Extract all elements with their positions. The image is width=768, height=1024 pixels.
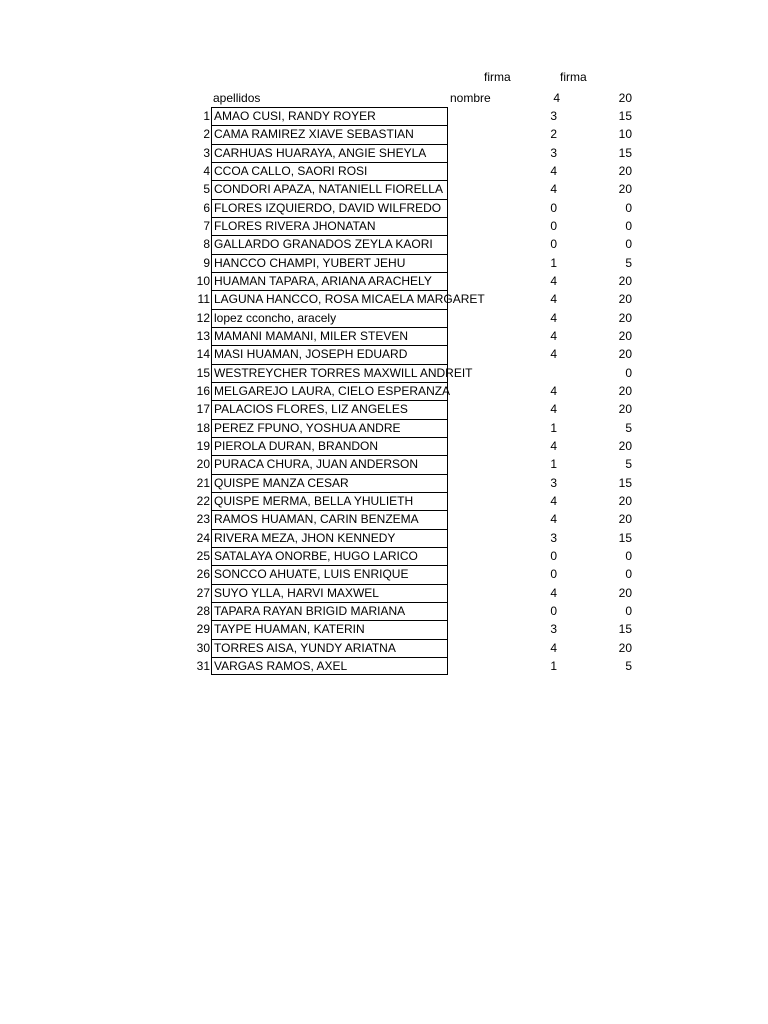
row-number: 16 — [196, 383, 210, 398]
score-value: 20 — [618, 273, 632, 288]
student-name: CAMA RAMIREZ XIAVE SEBASTIAN — [211, 125, 448, 143]
table-row — [0, 217, 768, 235]
score-value: 5 — [625, 420, 632, 435]
firma-value: 1 — [550, 457, 557, 472]
row-number: 1 — [203, 109, 210, 123]
score-value: 20 — [618, 512, 632, 527]
row-number: 11 — [197, 292, 210, 307]
student-name: PURACA CHURA, JUAN ANDERSON — [211, 455, 448, 473]
firma-value: 4 — [550, 328, 557, 343]
score-value: 15 — [618, 109, 632, 123]
student-name: HUAMAN TAPARA, ARIANA ARACHELY — [211, 272, 448, 290]
header-nombre: nombre — [450, 91, 491, 105]
row-number: 8 — [203, 237, 210, 252]
table-row — [0, 327, 768, 345]
firma-value: 1 — [550, 658, 557, 673]
row-number: 13 — [196, 328, 210, 343]
table-row — [0, 382, 768, 400]
header-max-score: 20 — [618, 91, 632, 105]
row-number: 31 — [196, 658, 210, 673]
firma-value: 3 — [550, 145, 557, 160]
firma-value: 4 — [550, 182, 557, 197]
firma-value: 1 — [550, 255, 557, 270]
score-value: 15 — [618, 622, 632, 637]
student-name: QUISPE MANZA CESAR — [211, 474, 448, 492]
row-number: 6 — [203, 200, 210, 215]
firma-value: 4 — [550, 310, 557, 325]
student-name: MASI HUAMAN, JOSEPH EDUARD — [211, 345, 448, 363]
firma-value: 4 — [550, 512, 557, 527]
table-row — [0, 584, 768, 602]
row-number: 7 — [203, 218, 210, 233]
table-row — [0, 254, 768, 272]
table-row — [0, 620, 768, 638]
student-name: PEREZ FPUNO, YOSHUA ANDRE — [211, 419, 448, 437]
firma-value: 4 — [550, 273, 557, 288]
table-row — [0, 455, 768, 473]
table-row — [0, 364, 768, 382]
firma-value: 4 — [550, 163, 557, 178]
table-row — [0, 235, 768, 253]
row-number: 4 — [203, 163, 210, 178]
row-number: 22 — [196, 493, 210, 508]
row-number: 26 — [196, 567, 210, 582]
row-number: 23 — [196, 512, 210, 527]
score-value: 0 — [625, 603, 632, 618]
student-name: LAGUNA HANCCO, ROSA MICAELA MARGARET — [211, 290, 448, 308]
table-row — [0, 309, 768, 327]
row-number: 12 — [196, 310, 210, 325]
score-value: 20 — [618, 182, 632, 197]
score-value: 15 — [618, 145, 632, 160]
student-name: FLORES RIVERA JHONATAN — [211, 217, 448, 235]
table-row — [0, 529, 768, 547]
table-row — [0, 602, 768, 620]
student-name: PIEROLA DURAN, BRANDON — [211, 437, 448, 455]
score-value: 20 — [618, 402, 632, 417]
firma-value: 0 — [550, 548, 557, 563]
student-name: TAPARA RAYAN BRIGID MARIANA — [211, 602, 448, 620]
firma-value: 4 — [550, 383, 557, 398]
firma-value: 0 — [550, 237, 557, 252]
row-number: 5 — [203, 182, 210, 197]
score-value: 20 — [618, 493, 632, 508]
table-row — [0, 162, 768, 180]
score-value: 20 — [618, 163, 632, 178]
firma-value: 4 — [550, 438, 557, 453]
table-row — [0, 272, 768, 290]
table-row — [0, 657, 768, 675]
score-value: 20 — [618, 438, 632, 453]
score-value: 20 — [618, 310, 632, 325]
row-number: 14 — [196, 347, 210, 362]
table-row — [0, 345, 768, 363]
table-row — [0, 437, 768, 455]
student-name: RIVERA MEZA, JHON KENNEDY — [211, 529, 448, 547]
firma-value: 4 — [550, 292, 557, 307]
row-number: 9 — [203, 255, 210, 270]
firma-value: 3 — [550, 475, 557, 490]
firma-value: 4 — [550, 585, 557, 600]
firma-value: 1 — [550, 420, 557, 435]
row-number: 17 — [196, 402, 210, 417]
student-name: SONCCO AHUATE, LUIS ENRIQUE — [211, 565, 448, 583]
student-name: SATALAYA ONORBE, HUGO LARICO — [211, 547, 448, 565]
student-name: CONDORI APAZA, NATANIELL FIORELLA — [211, 180, 448, 198]
firma-value: 3 — [550, 530, 557, 545]
student-name: PALACIOS FLORES, LIZ ANGELES — [211, 400, 448, 418]
score-value: 0 — [625, 218, 632, 233]
firma-value: 2 — [550, 127, 557, 142]
row-number: 19 — [196, 438, 210, 453]
row-number: 29 — [196, 622, 210, 637]
student-name: FLORES IZQUIERDO, DAVID WILFREDO — [211, 199, 448, 217]
score-value: 0 — [625, 567, 632, 582]
table-row — [0, 125, 768, 143]
score-value: 15 — [618, 475, 632, 490]
table-row — [0, 547, 768, 565]
score-value: 15 — [618, 530, 632, 545]
table-row — [0, 290, 768, 308]
score-value: 20 — [618, 347, 632, 362]
firma-value: 4 — [550, 402, 557, 417]
table-row — [0, 419, 768, 437]
score-value: 0 — [625, 237, 632, 252]
firma-value: 3 — [550, 109, 557, 123]
student-name: CCOA CALLO, SAORI ROSI — [211, 162, 448, 180]
row-number: 18 — [196, 420, 210, 435]
table-row — [0, 400, 768, 418]
firma-value: 3 — [550, 622, 557, 637]
student-name: SUYO YLLA, HARVI MAXWEL — [211, 584, 448, 602]
row-number: 2 — [203, 127, 210, 142]
student-name: GALLARDO GRANADOS ZEYLA KAORI — [211, 235, 448, 253]
student-name: MAMANI MAMANI, MILER STEVEN — [211, 327, 448, 345]
score-value: 10 — [618, 127, 632, 142]
table-row — [0, 510, 768, 528]
firma-value: 0 — [550, 603, 557, 618]
table-row — [0, 565, 768, 583]
row-number: 30 — [196, 640, 210, 655]
row-number: 10 — [196, 273, 210, 288]
table-row — [0, 199, 768, 217]
score-value: 5 — [625, 658, 632, 673]
student-name: VARGAS RAMOS, AXEL — [211, 657, 448, 675]
student-name: MELGAREJO LAURA, CIELO ESPERANZA — [211, 382, 448, 400]
firma-value: 4 — [550, 640, 557, 655]
firma-value: 4 — [550, 347, 557, 362]
firma-value: 0 — [550, 567, 557, 582]
table-row — [0, 107, 768, 125]
student-name: CARHUAS HUARAYA, ANGIE SHEYLA — [211, 144, 448, 162]
student-name: TORRES AISA, YUNDY ARIATNA — [211, 639, 448, 657]
student-name: QUISPE MERMA, BELLA YHULIETH — [211, 492, 448, 510]
header-max-firma: 4 — [553, 91, 560, 105]
student-name: lopez cconcho, aracely — [211, 309, 448, 327]
table-row — [0, 492, 768, 510]
row-number: 3 — [203, 145, 210, 160]
firma-value: 0 — [550, 218, 557, 233]
row-number: 24 — [196, 530, 210, 545]
score-value: 5 — [625, 457, 632, 472]
header-firma-1: firma — [484, 70, 511, 84]
table-row — [0, 474, 768, 492]
score-value: 20 — [618, 328, 632, 343]
score-value: 20 — [618, 383, 632, 398]
firma-value: 4 — [550, 493, 557, 508]
student-list — [0, 107, 768, 675]
score-value: 20 — [618, 585, 632, 600]
score-value: 0 — [625, 200, 632, 215]
row-number: 15 — [196, 365, 210, 380]
table-row — [0, 180, 768, 198]
student-name: AMAO CUSI, RANDY ROYER — [211, 107, 448, 125]
score-value: 20 — [618, 640, 632, 655]
header-apellidos: apellidos — [213, 91, 261, 105]
student-name: TAYPE HUAMAN, KATERIN — [211, 620, 448, 638]
firma-value: 0 — [550, 200, 557, 215]
score-value: 5 — [625, 255, 632, 270]
student-name: HANCCO CHAMPI, YUBERT JEHU — [211, 254, 448, 272]
score-value: 20 — [618, 292, 632, 307]
row-number: 25 — [196, 548, 210, 563]
row-number: 21 — [196, 475, 210, 490]
score-value: 0 — [625, 365, 632, 380]
student-name: RAMOS HUAMAN, CARIN BENZEMA — [211, 510, 448, 528]
table-row — [0, 639, 768, 657]
row-number: 27 — [196, 585, 210, 600]
row-number: 20 — [196, 457, 210, 472]
student-name: WESTREYCHER TORRES MAXWILL ANDREIT — [211, 364, 448, 382]
score-value: 0 — [625, 548, 632, 563]
row-number: 28 — [196, 603, 210, 618]
table-row — [0, 144, 768, 162]
header-firma-2: firma — [560, 70, 587, 84]
